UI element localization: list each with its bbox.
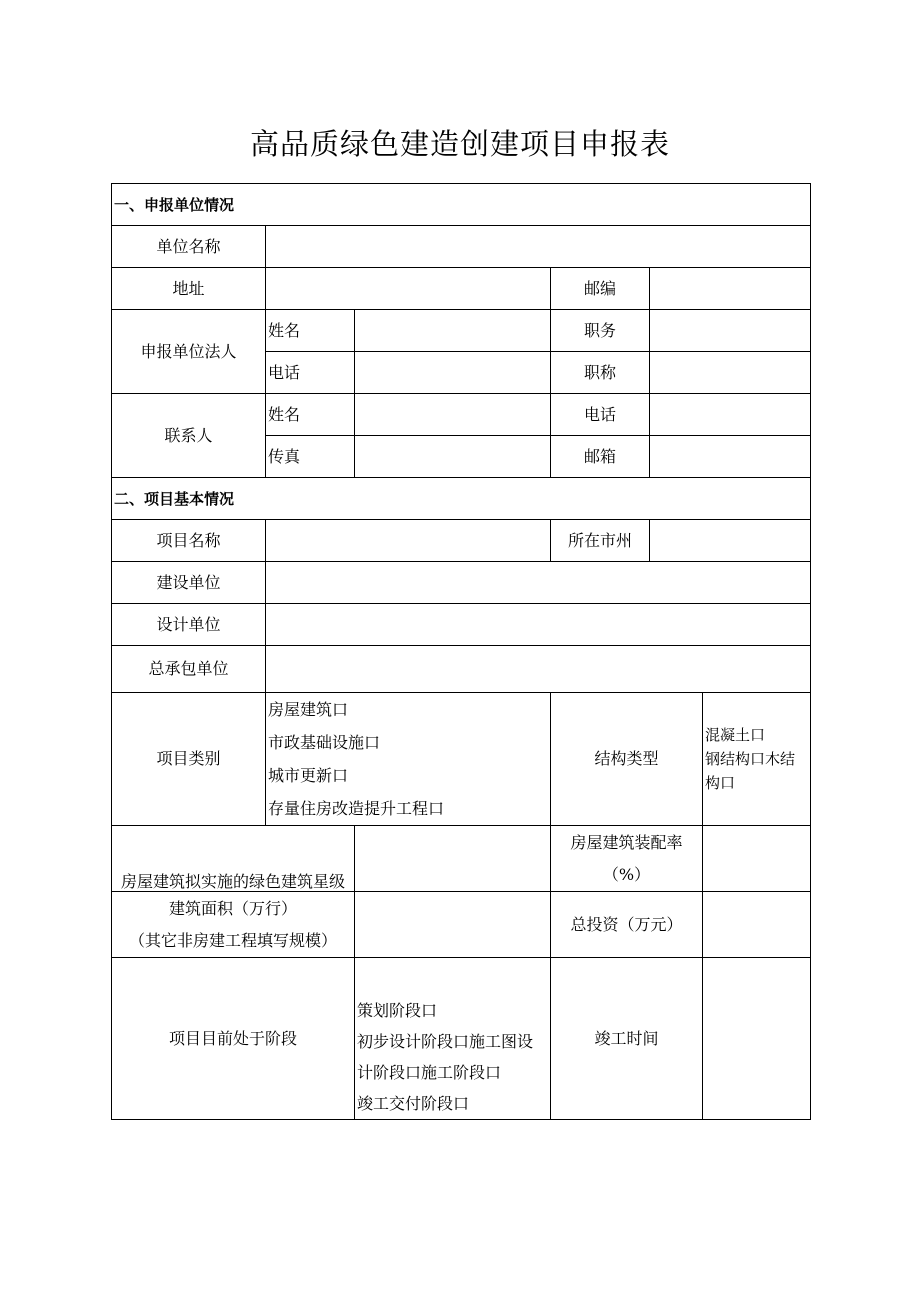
unit-name-field[interactable] (266, 226, 811, 268)
form-title: 高品质绿色建造创建项目申报表 (249, 127, 670, 161)
legal-title-field[interactable] (650, 352, 811, 394)
designer-field[interactable] (266, 604, 811, 646)
city-label: 所在市州 (551, 520, 650, 562)
completion-label: 竣工时间 (551, 958, 703, 1120)
star-level-label: 房屋建筑拟实施的绿色建筑星级 (112, 826, 355, 892)
category-option[interactable]: 市政基础设施口 (268, 733, 381, 752)
builder-field[interactable] (266, 562, 811, 604)
star-level-field[interactable] (355, 826, 551, 892)
stage-option[interactable]: 计阶段口施工阶段口 (357, 1063, 502, 1082)
contact-phone-label: 电话 (551, 394, 650, 436)
section-heading-applicant: 一、申报单位情况 (112, 184, 811, 226)
contact-fax-label: 传真 (266, 436, 355, 478)
contractor-label: 总承包单位 (112, 646, 266, 693)
legal-title-label: 职称 (551, 352, 650, 394)
legal-name-label: 姓名 (266, 310, 355, 352)
prefab-rate-label (551, 826, 703, 892)
legal-post-field[interactable] (650, 310, 811, 352)
structure-label: 结构类型 (551, 693, 703, 826)
address-field[interactable] (266, 268, 551, 310)
contact-fax-field[interactable] (355, 436, 551, 478)
stage-option[interactable]: 竣工交付阶段口 (357, 1094, 470, 1113)
category-option[interactable]: 城市更新口 (268, 766, 349, 785)
legal-phone-field[interactable] (355, 352, 551, 394)
address-label: 地址 (112, 268, 266, 310)
area-field[interactable] (355, 892, 551, 958)
structure-option[interactable]: 混凝土口 (705, 726, 766, 744)
prefab-rate-line-1: 房屋建筑装配率 (570, 832, 683, 852)
contact-phone-field[interactable] (650, 394, 811, 436)
completion-field[interactable] (703, 958, 811, 1120)
structure-option[interactable]: 钢结构口木结 (705, 750, 796, 768)
stage-label: 项目目前处于阶段 (112, 958, 355, 1120)
unit-name-label: 单位名称 (112, 226, 266, 268)
postcode-label: 邮编 (551, 268, 650, 310)
builder-label: 建设单位 (112, 562, 266, 604)
investment-label: 总投资（万元） (551, 892, 703, 958)
area-line-1: 建筑面积（万行） (168, 898, 297, 918)
stage-options[interactable] (355, 958, 551, 1120)
designer-label: 设计单位 (112, 604, 266, 646)
category-label: 项目类别 (112, 693, 266, 826)
section-heading-project: 二、项目基本情况 (112, 478, 811, 520)
legal-post-label: 职务 (551, 310, 650, 352)
contact-name-field[interactable] (355, 394, 551, 436)
investment-field[interactable] (703, 892, 811, 958)
category-option[interactable]: 房屋建筑口 (268, 700, 349, 719)
contractor-field[interactable] (266, 646, 811, 693)
postcode-field[interactable] (650, 268, 811, 310)
project-name-field[interactable] (266, 520, 551, 562)
legal-rep-label: 申报单位法人 (112, 310, 266, 394)
area-line-2: （其它非房建工程填写规模） (128, 930, 337, 950)
structure-options[interactable] (703, 693, 811, 826)
structure-option[interactable]: 构口 (705, 774, 736, 792)
legal-name-field[interactable] (355, 310, 551, 352)
prefab-rate-line-2: （%） (602, 864, 651, 884)
legal-phone-label: 电话 (266, 352, 355, 394)
stage-option[interactable]: 初步设计阶段口施工图设 (357, 1032, 534, 1051)
category-option[interactable]: 存量住房改造提升工程口 (268, 799, 445, 818)
contact-email-label: 邮箱 (551, 436, 650, 478)
city-field[interactable] (650, 520, 811, 562)
project-name-label: 项目名称 (112, 520, 266, 562)
area-label (112, 892, 355, 958)
contact-label: 联系人 (112, 394, 266, 478)
contact-name-label: 姓名 (266, 394, 355, 436)
contact-email-field[interactable] (650, 436, 811, 478)
stage-option[interactable]: 策划阶段口 (357, 1001, 438, 1020)
category-options[interactable] (266, 693, 551, 826)
prefab-rate-field[interactable] (703, 826, 811, 892)
application-form-table (111, 183, 811, 1120)
